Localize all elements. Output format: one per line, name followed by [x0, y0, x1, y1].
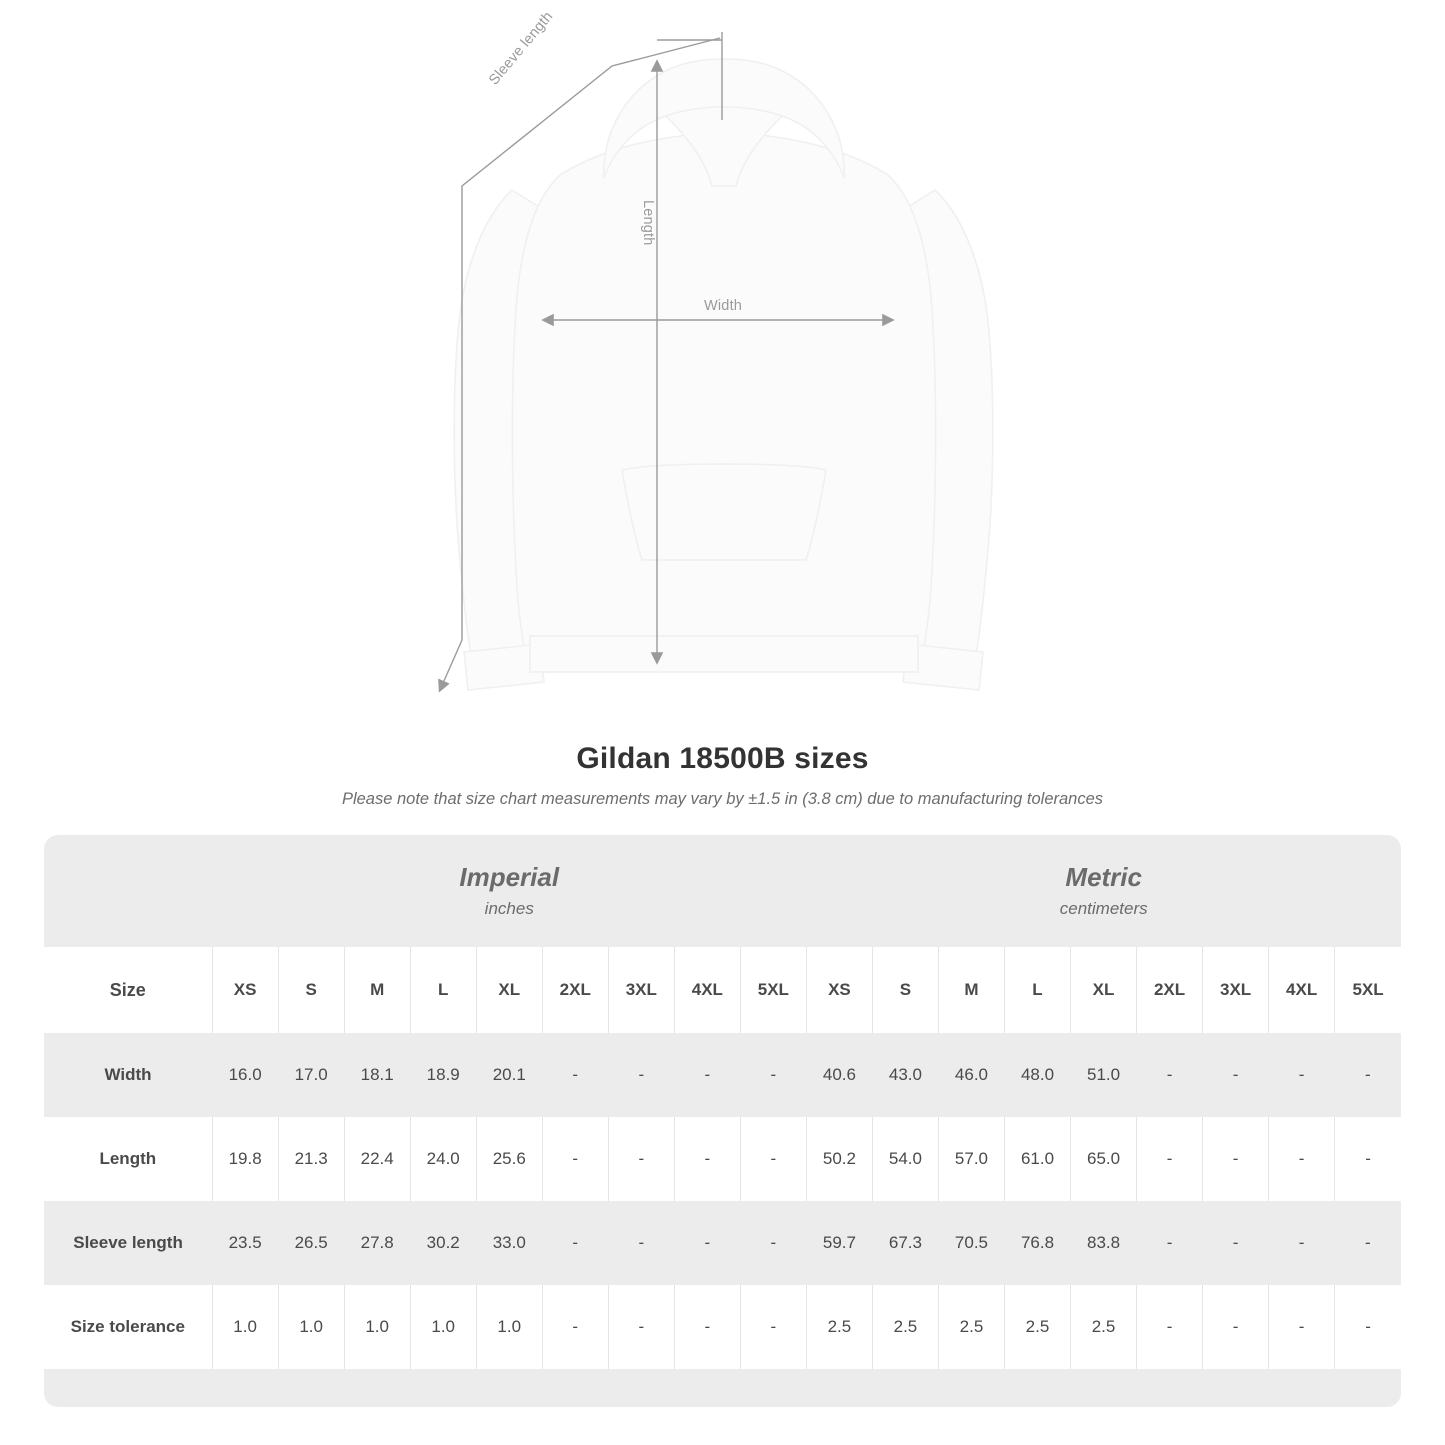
cell-tol-met-m: 2.5	[938, 1285, 1004, 1369]
cell-width-met-xs: 40.6	[806, 1033, 872, 1117]
cell-length-imp-l: 24.0	[410, 1117, 476, 1201]
imperial-title: Imperial	[459, 861, 560, 892]
cell-length-met-2xl: -	[1137, 1117, 1203, 1201]
cell-sleeve-imp-2xl: -	[542, 1201, 608, 1285]
metric-subtitle: centimeters	[1059, 899, 1148, 919]
size-met-l: L	[1004, 947, 1070, 1033]
cell-tol-imp-4xl: -	[674, 1285, 740, 1369]
cell-width-met-2xl: -	[1137, 1033, 1203, 1117]
cell-tol-met-4xl: -	[1269, 1285, 1335, 1369]
cell-length-met-l: 61.0	[1004, 1117, 1070, 1201]
row-label-size-tolerance: Size tolerance	[44, 1285, 212, 1369]
cell-width-met-xl: 51.0	[1071, 1033, 1137, 1117]
size-header-row	[44, 947, 1401, 1033]
cell-width-imp-2xl: -	[542, 1033, 608, 1117]
row-label-length: Length	[44, 1117, 212, 1201]
size-met-xl: XL	[1071, 947, 1137, 1033]
cell-tol-imp-xs: 1.0	[212, 1285, 278, 1369]
cell-sleeve-imp-s: 26.5	[278, 1201, 344, 1285]
cell-sleeve-imp-m: 27.8	[344, 1201, 410, 1285]
cell-sleeve-imp-4xl: -	[674, 1201, 740, 1285]
cell-sleeve-imp-xs: 23.5	[212, 1201, 278, 1285]
cell-tol-met-xs: 2.5	[806, 1285, 872, 1369]
unit-header-spacer	[44, 835, 212, 947]
size-met-4xl: 4XL	[1269, 947, 1335, 1033]
cell-sleeve-met-xs: 59.7	[806, 1201, 872, 1285]
cell-tol-imp-m: 1.0	[344, 1285, 410, 1369]
size-met-s: S	[872, 947, 938, 1033]
cell-length-imp-2xl: -	[542, 1117, 608, 1201]
row-label-width: Width	[44, 1033, 212, 1117]
imperial-header	[212, 835, 806, 947]
cell-length-met-xs: 50.2	[806, 1117, 872, 1201]
cell-sleeve-met-5xl: -	[1335, 1201, 1401, 1285]
size-met-xs: XS	[806, 947, 872, 1033]
cell-width-imp-4xl: -	[674, 1033, 740, 1117]
metric-title: Metric	[1065, 861, 1142, 892]
cell-length-imp-5xl: -	[740, 1117, 806, 1201]
table-row	[44, 1285, 1401, 1369]
hoodie-drawing	[0, 0, 1445, 720]
cell-width-imp-xl: 20.1	[476, 1033, 542, 1117]
cell-length-imp-m: 22.4	[344, 1117, 410, 1201]
size-header-label: Size	[44, 947, 212, 1033]
size-imp-s: S	[278, 947, 344, 1033]
cell-tol-met-5xl: -	[1335, 1285, 1401, 1369]
size-imp-2xl: 2XL	[542, 947, 608, 1033]
title-block	[0, 742, 1445, 809]
size-imp-xs: XS	[212, 947, 278, 1033]
imperial-subtitle: inches	[484, 899, 534, 919]
cell-length-imp-xs: 19.8	[212, 1117, 278, 1201]
cell-length-met-3xl: -	[1203, 1117, 1269, 1201]
cell-tol-imp-xl: 1.0	[476, 1285, 542, 1369]
size-imp-4xl: 4XL	[674, 947, 740, 1033]
cell-length-met-s: 54.0	[872, 1117, 938, 1201]
cell-tol-met-l: 2.5	[1004, 1285, 1070, 1369]
size-imp-3xl: 3XL	[608, 947, 674, 1033]
size-met-5xl: 5XL	[1335, 947, 1401, 1033]
length-label: Length	[640, 200, 656, 246]
cell-width-met-3xl: -	[1203, 1033, 1269, 1117]
cell-width-imp-l: 18.9	[410, 1033, 476, 1117]
tolerance-note: Please note that size chart measurements may vary by ±1.5 in (3.8 cm) due to manufacturing tolerances	[341, 790, 1104, 808]
size-imp-m: M	[344, 947, 410, 1033]
cell-width-met-m: 46.0	[938, 1033, 1004, 1117]
cell-sleeve-met-4xl: -	[1269, 1201, 1335, 1285]
size-imp-5xl: 5XL	[740, 947, 806, 1033]
cell-length-imp-s: 21.3	[278, 1117, 344, 1201]
cell-tol-imp-3xl: -	[608, 1285, 674, 1369]
size-table-wrap	[44, 835, 1401, 1407]
cell-sleeve-met-3xl: -	[1203, 1201, 1269, 1285]
cell-length-imp-4xl: -	[674, 1117, 740, 1201]
cell-width-imp-3xl: -	[608, 1033, 674, 1117]
cell-sleeve-imp-xl: 33.0	[476, 1201, 542, 1285]
size-met-3xl: 3XL	[1203, 947, 1269, 1033]
cell-width-imp-m: 18.1	[344, 1033, 410, 1117]
cell-sleeve-met-2xl: -	[1137, 1201, 1203, 1285]
table-row	[44, 1201, 1401, 1285]
cell-width-imp-s: 17.0	[278, 1033, 344, 1117]
table-row	[44, 1033, 1401, 1117]
cell-width-met-l: 48.0	[1004, 1033, 1070, 1117]
cell-width-met-5xl: -	[1335, 1033, 1401, 1117]
cell-length-met-xl: 65.0	[1071, 1117, 1137, 1201]
cell-tol-imp-2xl: -	[542, 1285, 608, 1369]
cell-width-met-4xl: -	[1269, 1033, 1335, 1117]
cell-tol-met-3xl: -	[1203, 1285, 1269, 1369]
cell-sleeve-met-xl: 83.8	[1071, 1201, 1137, 1285]
cell-tol-imp-l: 1.0	[410, 1285, 476, 1369]
size-table	[44, 835, 1401, 1407]
size-met-2xl: 2XL	[1137, 947, 1203, 1033]
cell-tol-met-xl: 2.5	[1071, 1285, 1137, 1369]
table-row	[44, 1117, 1401, 1201]
cell-width-met-s: 43.0	[872, 1033, 938, 1117]
sleeve-length-label: Sleeve length	[486, 8, 557, 89]
cell-sleeve-imp-l: 30.2	[410, 1201, 476, 1285]
cell-length-met-5xl: -	[1335, 1117, 1401, 1201]
cell-sleeve-imp-5xl: -	[740, 1201, 806, 1285]
size-met-m: M	[938, 947, 1004, 1033]
footer-left	[44, 1369, 212, 1407]
cell-tol-imp-5xl: -	[740, 1285, 806, 1369]
cell-length-imp-3xl: -	[608, 1117, 674, 1201]
cell-sleeve-imp-3xl: -	[608, 1201, 674, 1285]
cell-width-imp-5xl: -	[740, 1033, 806, 1117]
cell-sleeve-met-l: 76.8	[1004, 1201, 1070, 1285]
cell-width-imp-xs: 16.0	[212, 1033, 278, 1117]
unit-header-row	[44, 835, 1401, 947]
size-imp-xl: XL	[476, 947, 542, 1033]
cell-tol-met-s: 2.5	[872, 1285, 938, 1369]
width-label: Width	[704, 298, 743, 314]
footer-mid	[212, 1369, 1335, 1407]
cell-length-imp-xl: 25.6	[476, 1117, 542, 1201]
footer-right	[1335, 1369, 1401, 1407]
cell-tol-imp-s: 1.0	[278, 1285, 344, 1369]
cell-length-met-m: 57.0	[938, 1117, 1004, 1201]
row-label-sleeve-length: Sleeve length	[44, 1201, 212, 1285]
cell-sleeve-met-m: 70.5	[938, 1201, 1004, 1285]
cell-sleeve-met-s: 67.3	[872, 1201, 938, 1285]
size-imp-l: L	[410, 947, 476, 1033]
table-footer-row	[44, 1369, 1401, 1407]
cell-tol-met-2xl: -	[1137, 1285, 1203, 1369]
page-title: Gildan 18500B sizes	[576, 742, 869, 775]
metric-header	[806, 835, 1401, 947]
cell-length-met-4xl: -	[1269, 1117, 1335, 1201]
garment-illustration	[0, 0, 1445, 720]
